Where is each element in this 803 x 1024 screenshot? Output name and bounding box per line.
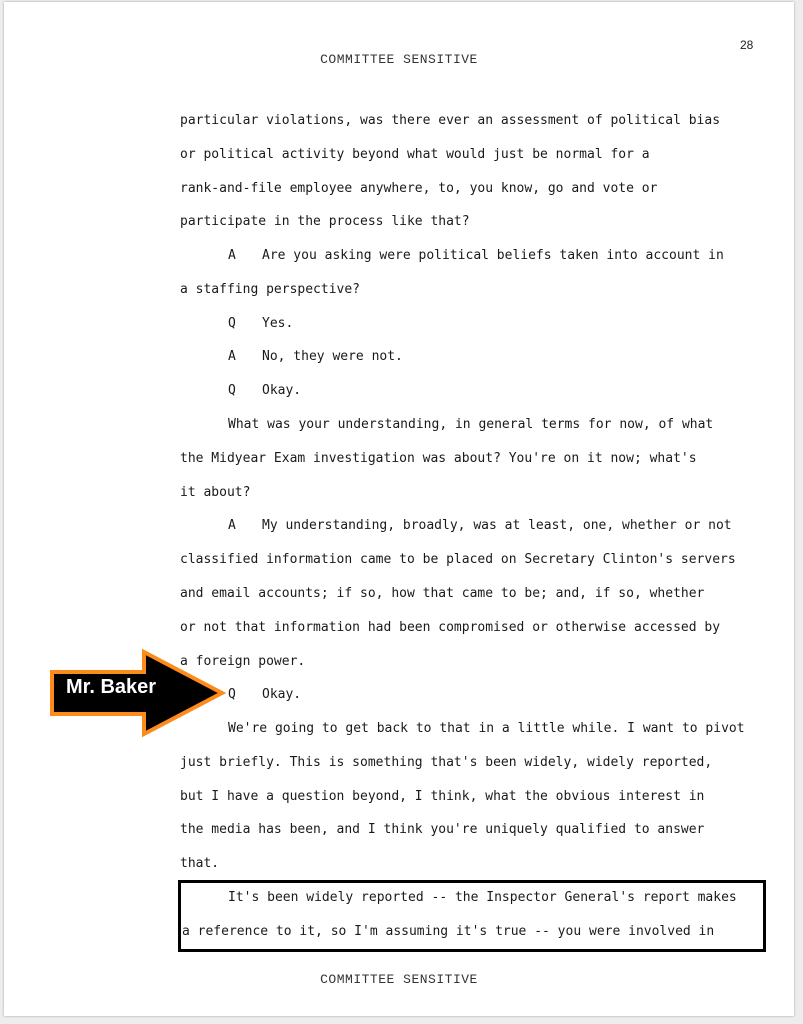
- transcript-line: [228, 686, 301, 704]
- speaker-label: A: [228, 248, 236, 263]
- transcript-line: or political activity beyond what would just be normal for a: [180, 147, 650, 162]
- transcript-line: that.: [180, 856, 220, 871]
- transcript-line: [228, 315, 293, 333]
- transcript-line: a foreign power.: [180, 654, 306, 669]
- transcript-line: and email accounts; if so, how that came to be; and, if so, whether: [180, 586, 705, 601]
- transcript-line: [228, 517, 732, 535]
- transcript-line: [228, 382, 301, 400]
- transcript-line: a staffing perspective?: [180, 282, 361, 297]
- transcript-line: What was your understanding, in general terms for now, of what: [228, 417, 714, 432]
- transcript-line: classified information came to be placed on Secretary Clinton's servers: [180, 552, 736, 567]
- transcript-line: It's been widely reported -- the Inspector General's report makes: [228, 890, 737, 905]
- line-text: Are you asking were political beliefs taken into account in: [262, 248, 724, 263]
- transcript-line: a reference to it, so I'm assuming it's true -- you were involved in: [182, 924, 715, 939]
- transcript-line: just briefly. This is something that's been widely, widely reported,: [180, 755, 713, 770]
- speaker-label: A: [228, 349, 236, 364]
- transcript-line: the Midyear Exam investigation was about? You're on it now; what's: [180, 451, 697, 466]
- line-text: No, they were not.: [262, 349, 403, 364]
- transcript-line: the media has been, and I think you're uniquely qualified to answer: [180, 822, 705, 837]
- page-footer: COMMITTEE SENSITIVE: [320, 972, 478, 987]
- callout-label: Mr. Baker: [66, 676, 157, 698]
- transcript-line: We're going to get back to that in a little while. I want to pivot: [228, 721, 745, 736]
- transcript-line: particular violations, was there ever an assessment of political bias: [180, 113, 721, 128]
- line-text: My understanding, broadly, was at least, one, whether or not: [262, 518, 732, 533]
- document-page: [4, 2, 794, 1016]
- transcript-line: [228, 247, 724, 265]
- speaker-label: Q: [228, 383, 236, 398]
- line-text: Okay.: [262, 687, 302, 702]
- transcript-line: [228, 348, 403, 366]
- speaker-label: A: [228, 518, 236, 533]
- page-number: 28: [740, 38, 754, 52]
- transcript-line: or not that information had been compromised or otherwise accessed by: [180, 620, 721, 635]
- speaker-label: Q: [228, 316, 236, 331]
- line-text: Okay.: [262, 383, 302, 398]
- transcript-line: it about?: [180, 485, 251, 500]
- page-header: COMMITTEE SENSITIVE: [320, 52, 478, 67]
- transcript-line: participate in the process like that?: [180, 214, 470, 229]
- speaker-label: Q: [228, 687, 236, 702]
- line-text: Yes.: [262, 316, 294, 331]
- transcript-line: rank-and-file employee anywhere, to, you know, go and vote or: [180, 181, 658, 196]
- transcript-line: but I have a question beyond, I think, what the obvious interest in: [180, 789, 705, 804]
